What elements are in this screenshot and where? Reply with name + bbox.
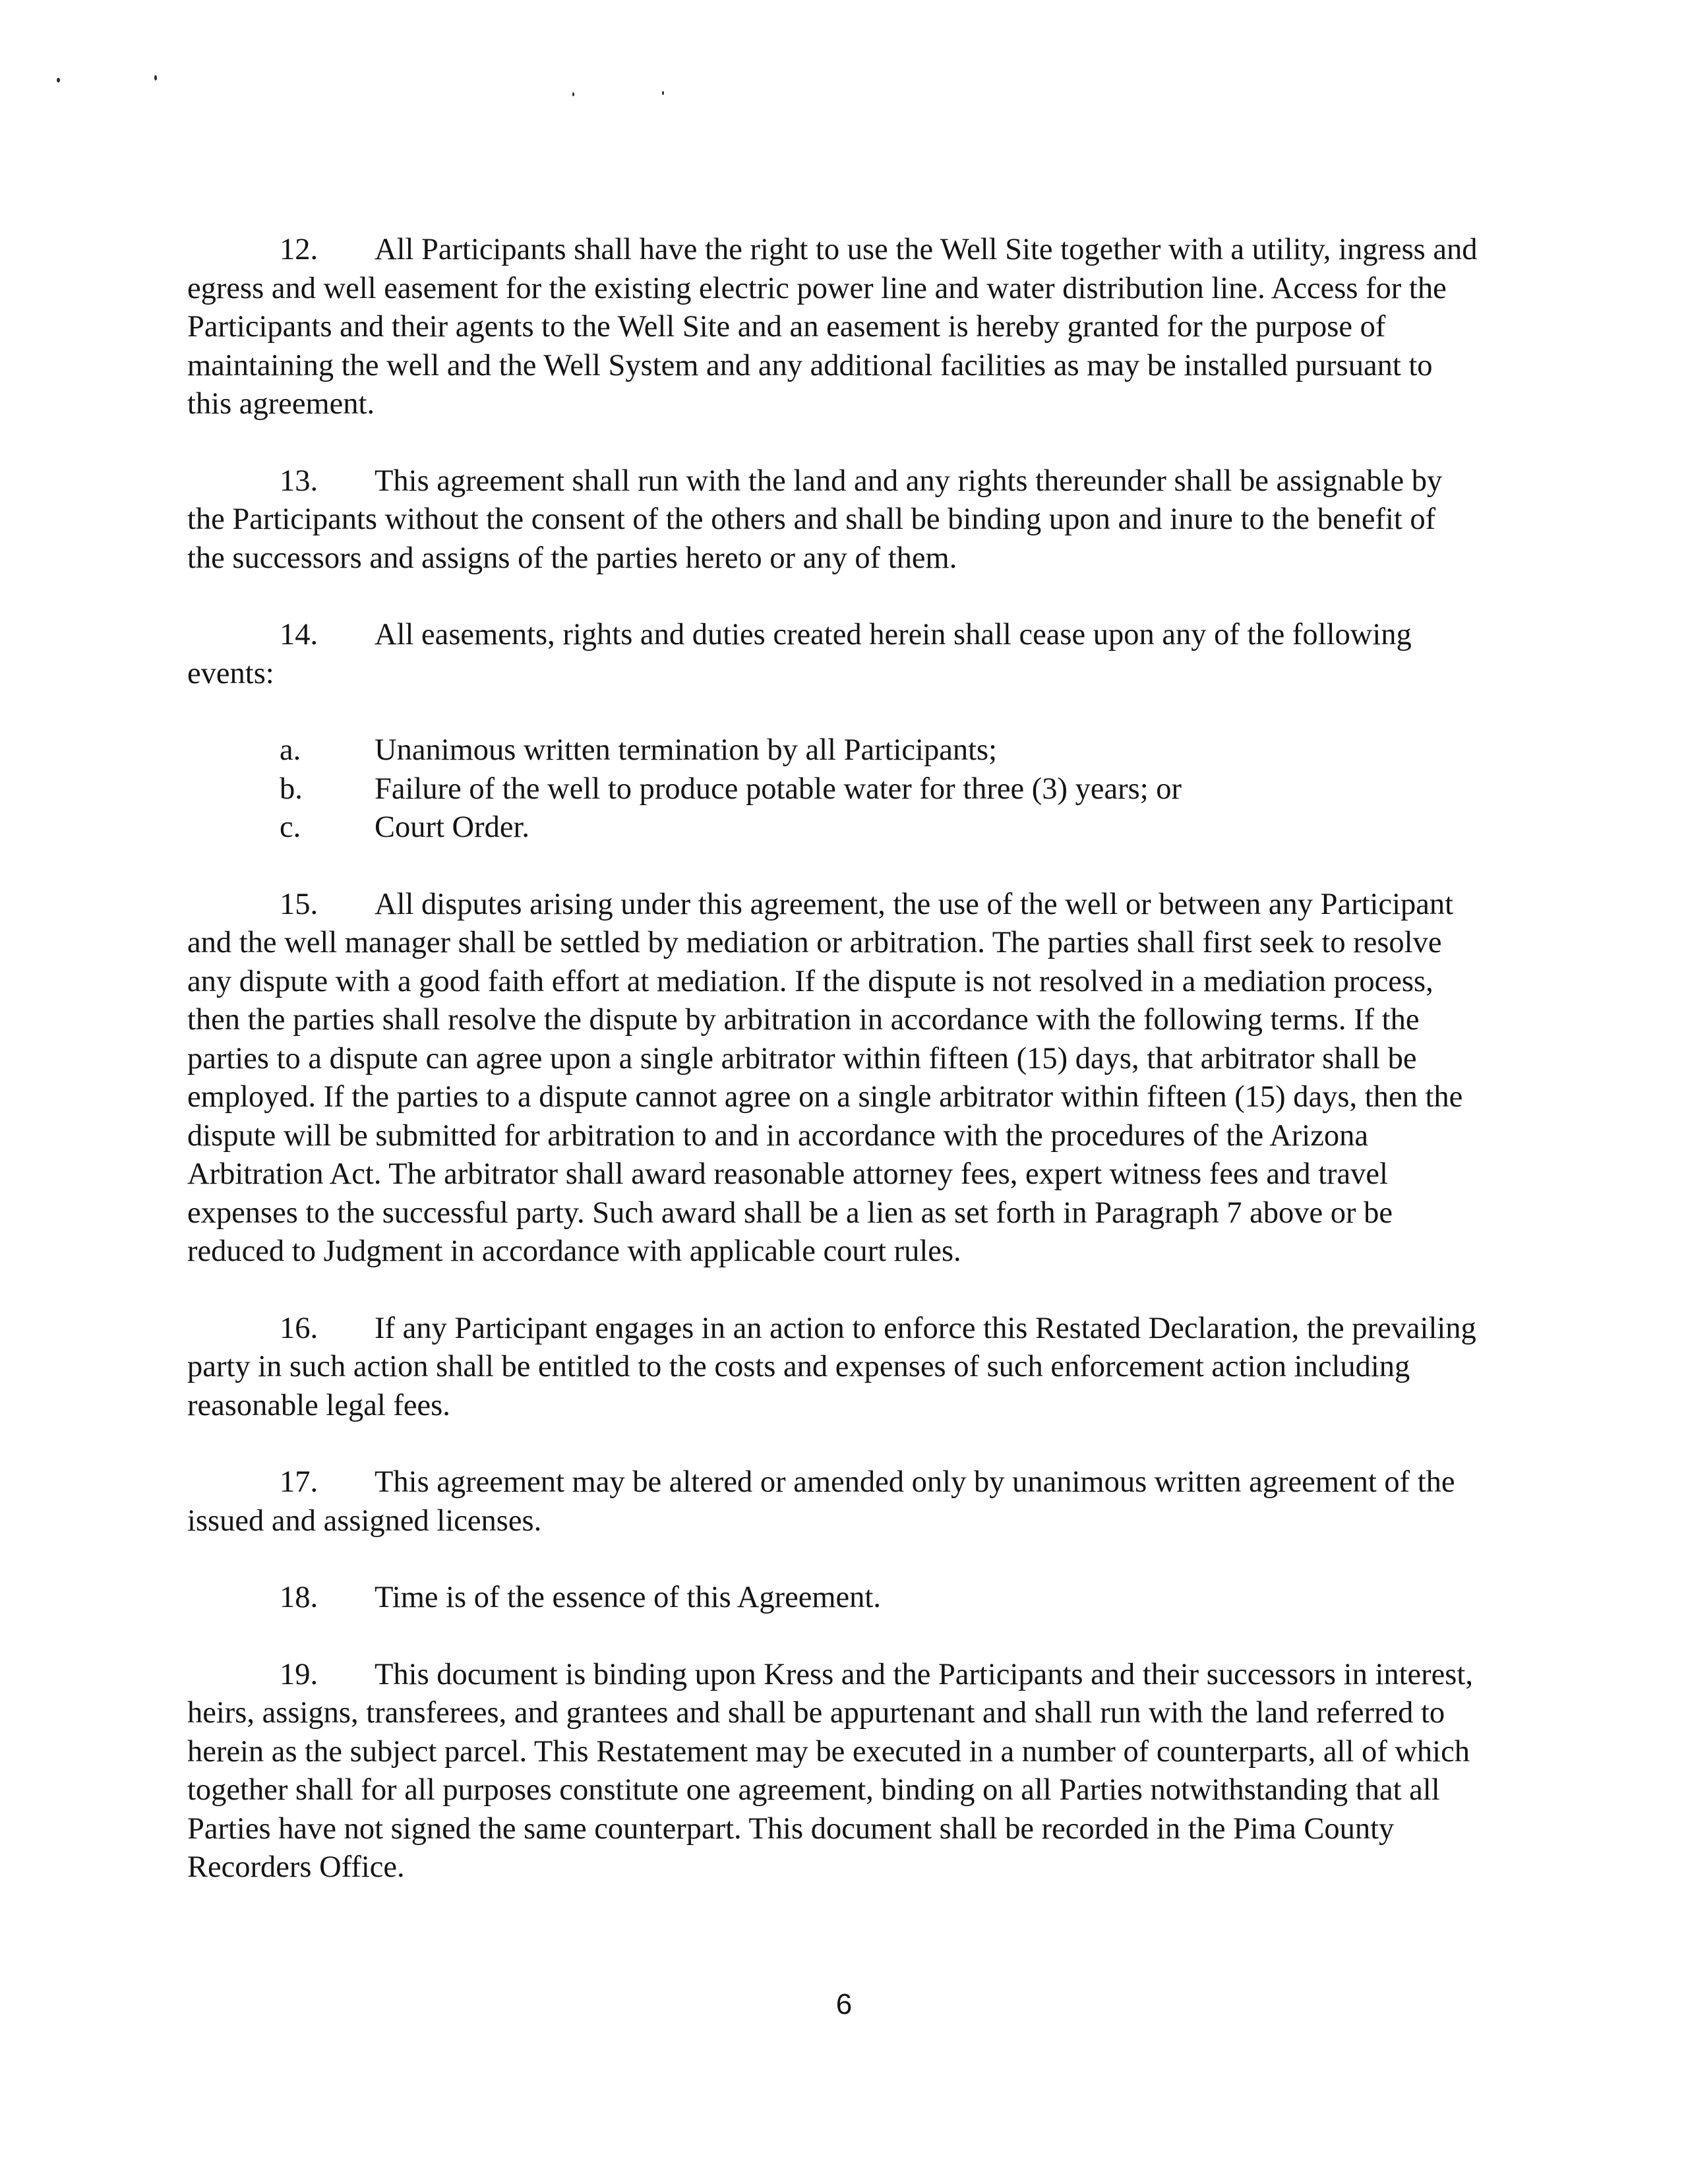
paragraph-number: 12. — [280, 233, 318, 266]
list-item-text: Failure of the well to produce potable water for three (3) years; or — [375, 772, 1182, 806]
paragraph-number: 18. — [280, 1581, 318, 1614]
paragraph-14 — [187, 616, 1480, 693]
scan-speck — [57, 78, 60, 82]
list-item-letter: b. — [280, 772, 303, 806]
paragraph-number: 19. — [280, 1657, 318, 1691]
list-item-letter: a. — [280, 733, 301, 767]
paragraph-12 — [187, 231, 1480, 424]
paragraph-text: All disputes arising under this agreement, the use of the well or between any Participant and the well manager shall be settled by mediation or arbitration. The parties shall first seek to resolve any dispute with a good faith effort at mediation. If the dispute is not resolved in a mediation process, then the parties shall resolve the dispute by arbitration in accordance with the following terms. If the parties to a dispute can agree upon a single arbitrator within fifteen (15) days, that arbitrator shall be employed. If the parties to a dispute cannot agree on a single arbitrator within fifteen (15) days, then the dispute will be submitted for arbitration to and in accordance with the procedures of the Arizona Arbitration Act. The arbitrator shall award reasonable attorney fees, expert witness fees and travel expenses to the successful party. Such award shall be a lien as set forth in Paragraph 7 above or be reduced to Judgment in accordance with applicable court rules. — [187, 887, 1463, 1268]
paragraph-15 — [187, 886, 1480, 1271]
scan-speck — [572, 92, 574, 96]
paragraph-number: 17. — [280, 1465, 318, 1499]
paragraph-number: 13. — [280, 464, 318, 498]
paragraph-text: This document is binding upon Kress and the Participants and their successors in interest, heirs, assigns, transferees, and grantees and shall be appurtenant and shall run with the land referred to herein as the subject parcel. This Restatement may be executed in a number of counterparts, all of which together shall for all purposes constitute one agreement, binding on all Parties notwithstanding that all Parties have not signed the same counterpart. This document shall be recorded in the Pima County Recorders Office. — [187, 1657, 1473, 1884]
paragraph-16 — [187, 1310, 1480, 1426]
paragraph-19 — [187, 1656, 1480, 1887]
termination-events-list — [187, 731, 1480, 847]
list-item — [187, 770, 1480, 809]
paragraph-17 — [187, 1463, 1480, 1540]
document-body — [187, 231, 1480, 1887]
paragraph-number: 14. — [280, 618, 318, 652]
paragraph-18 — [187, 1579, 1480, 1618]
list-item — [187, 731, 1480, 770]
page-number: 6 — [835, 1988, 853, 2020]
list-item — [187, 808, 1480, 847]
paragraph-text: This agreement may be altered or amended only by unanimous written agreement of the issued and assigned licenses. — [187, 1465, 1455, 1538]
scan-speck — [662, 91, 664, 95]
paragraph-13 — [187, 462, 1480, 578]
paragraph-number: 16. — [280, 1311, 318, 1345]
list-item-letter: c. — [280, 810, 301, 844]
paragraph-text: Time is of the essence of this Agreement. — [375, 1581, 881, 1614]
paragraph-text: All easements, rights and duties created herein shall cease upon any of the following events: — [187, 618, 1412, 690]
scan-speck — [154, 75, 157, 80]
list-item-text: Court Order. — [375, 810, 530, 844]
paragraph-text: If any Participant engages in an action to enforce this Restated Declaration, the prevailing party in such action shall be entitled to the costs and expenses of such enforcement action including reasonable legal fees. — [187, 1311, 1476, 1422]
paragraph-text: All Participants shall have the right to use the Well Site together with a utility, ingress and egress and well easement for the existing electric power line and water distribution line. Access for the Participants and their agents to the Well Site and an easement is hereby granted for the purpose of maintaining the well and the Well System and any additional facilities as may be installed pursuant to this agreement. — [187, 233, 1478, 421]
list-item-text: Unanimous written termination by all Participants; — [375, 733, 998, 767]
paragraph-number: 15. — [280, 887, 318, 921]
paragraph-text: This agreement shall run with the land and any rights thereunder shall be assignable by the Participants without the consent of the others and shall be binding upon and inure to the benefit of the successors and assigns of the parties hereto or any of them. — [187, 464, 1443, 575]
